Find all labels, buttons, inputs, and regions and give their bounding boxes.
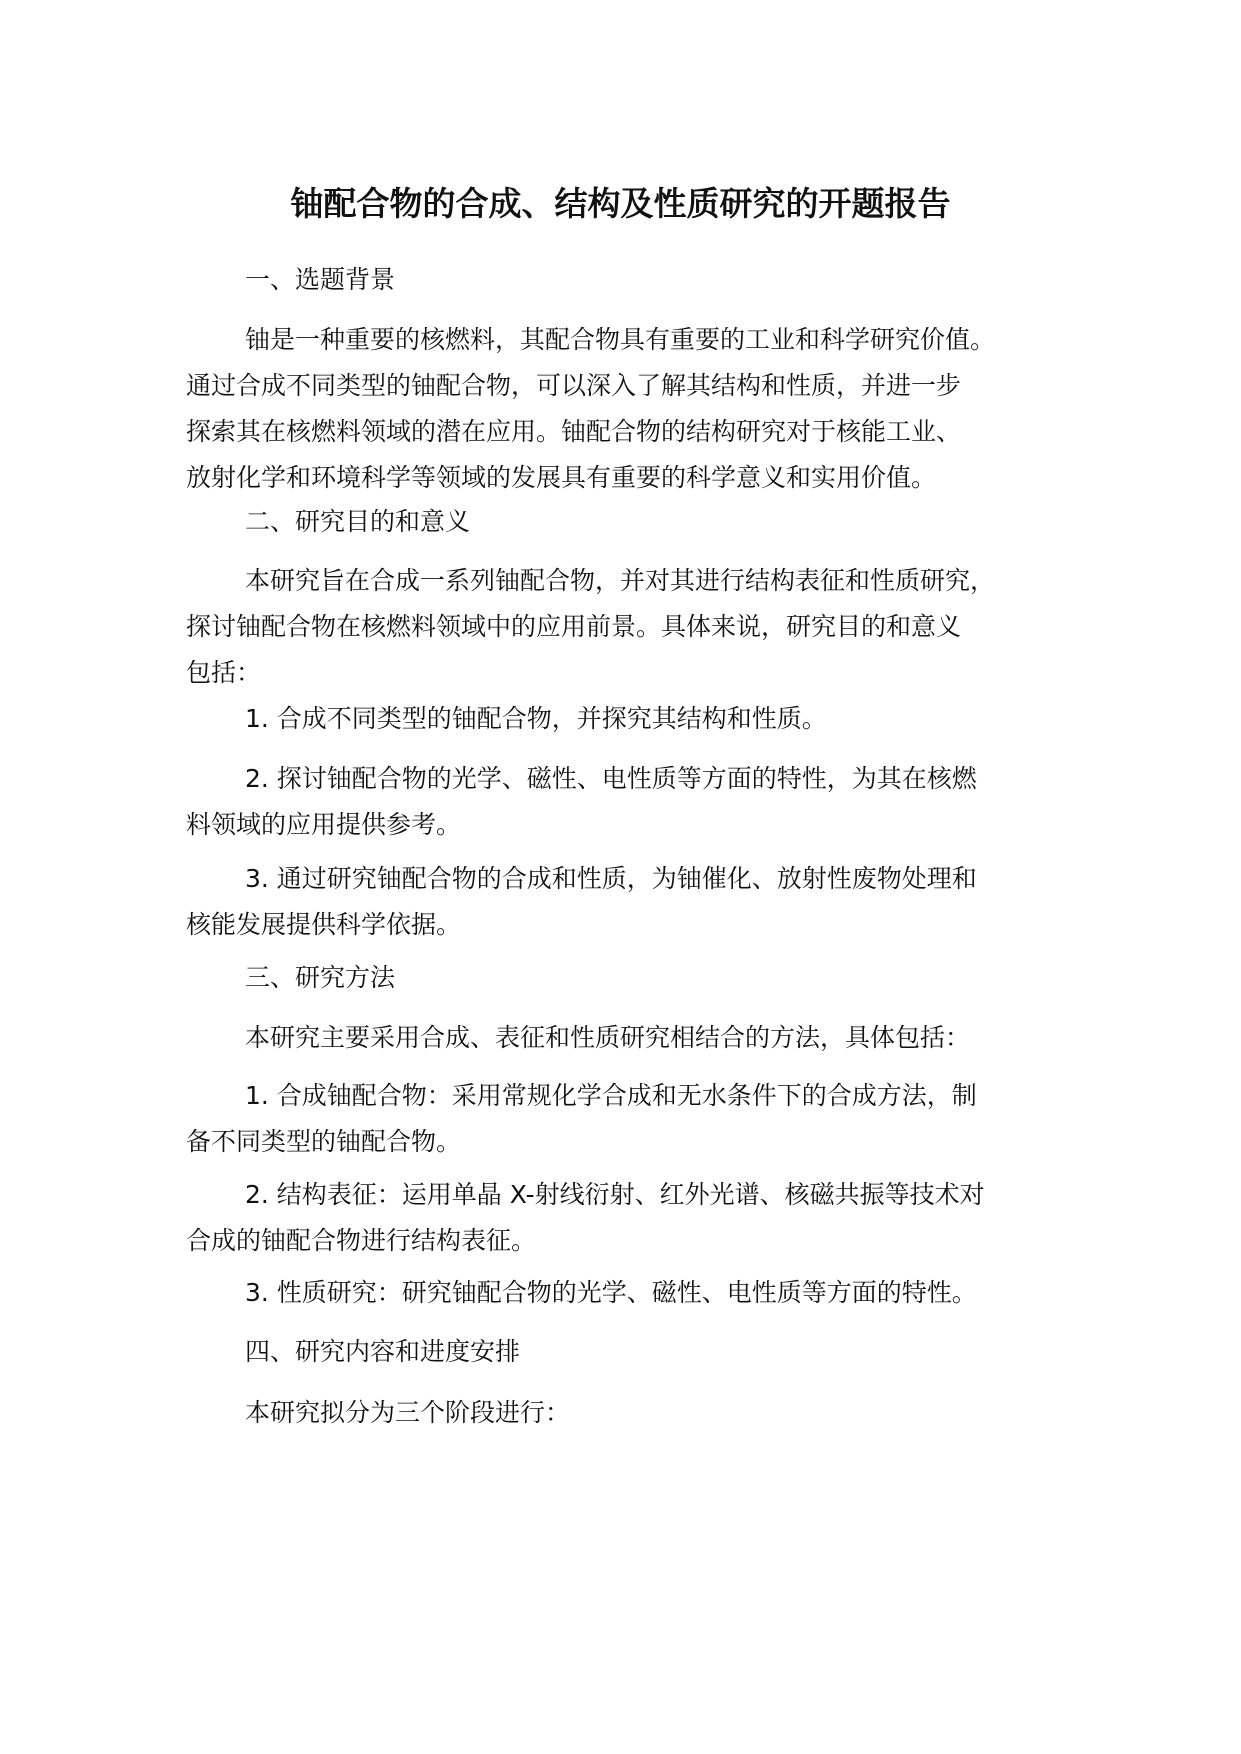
list-item-goal-2: [186, 756, 1086, 848]
paragraph-line: 铀是一种重要的核燃料，其配合物具有重要的工业和科学研究价值。: [245, 325, 996, 354]
section-heading-purpose: [186, 499, 1086, 545]
paragraph-line: 合成的铀配合物进行结构表征。: [186, 1226, 537, 1255]
paragraph-background: [186, 317, 1086, 501]
paragraph-methods: [186, 1015, 1086, 1061]
paragraph-schedule: [186, 1390, 1086, 1436]
heading-text: 三、研究方法: [245, 963, 396, 992]
paragraph-line: 备不同类型的铀配合物。: [186, 1127, 462, 1156]
paragraph-line: 1. 合成不同类型的铀配合物，并探究其结构和性质。: [245, 704, 827, 733]
section-heading-methods: [186, 955, 1086, 1001]
paragraph-line: 2. 探讨铀配合物的光学、磁性、电性质等方面的特性，为其在核燃: [245, 764, 977, 793]
paragraph-line: 探索其在核燃料领域的潜在应用。铀配合物的结构研究对于核能工业、: [186, 417, 962, 446]
heading-text: 一、选题背景: [245, 265, 396, 294]
paragraph-line: 放射化学和环境科学等领域的发展具有重要的科学意义和实用价值。: [186, 463, 937, 492]
paragraph-line: 本研究主要采用合成、表征和性质研究相结合的方法，具体包括：: [245, 1023, 971, 1052]
paragraph-line: 料领域的应用提供参考。: [186, 810, 462, 839]
section-heading-schedule: [186, 1329, 1086, 1375]
paragraph-line: 2. 结构表征：运用单晶 X-射线衍射、红外光谱、核磁共振等技术对: [245, 1180, 985, 1209]
heading-text: 二、研究目的和意义: [245, 507, 471, 536]
paragraph-purpose: [186, 558, 1086, 696]
paragraph-line: 探讨铀配合物在核燃料领域中的应用前景。具体来说，研究目的和意义: [186, 612, 962, 641]
list-item-goal-3: [186, 856, 1086, 948]
paragraph-line: 通过合成不同类型的铀配合物，可以深入了解其结构和性质，并进一步: [186, 371, 962, 400]
section-heading-background: [186, 257, 1086, 303]
paragraph-line: 本研究拟分为三个阶段进行：: [245, 1398, 571, 1427]
paragraph-line: 核能发展提供科学依据。: [186, 910, 462, 939]
paragraph-line: 包括：: [186, 658, 262, 687]
paragraph-line: 3. 通过研究铀配合物的合成和性质，为铀催化、放射性废物处理和: [245, 864, 977, 893]
list-item-method-1: [186, 1073, 1086, 1165]
paragraph-line: 本研究旨在合成一系列铀配合物，并对其进行结构表征和性质研究，: [245, 566, 996, 595]
list-item-method-2: [186, 1172, 1086, 1264]
list-item-method-3: [186, 1270, 1086, 1316]
document-title: 铀配合物的合成、结构及性质研究的开题报告: [290, 184, 951, 223]
paragraph-line: 1. 合成铀配合物：采用常规化学合成和无水条件下的合成方法，制: [245, 1081, 977, 1110]
heading-text: 四、研究内容和进度安排: [245, 1337, 521, 1366]
paragraph-line: 3. 性质研究：研究铀配合物的光学、磁性、电性质等方面的特性。: [245, 1278, 977, 1307]
list-item-goal-1: [186, 696, 1086, 742]
